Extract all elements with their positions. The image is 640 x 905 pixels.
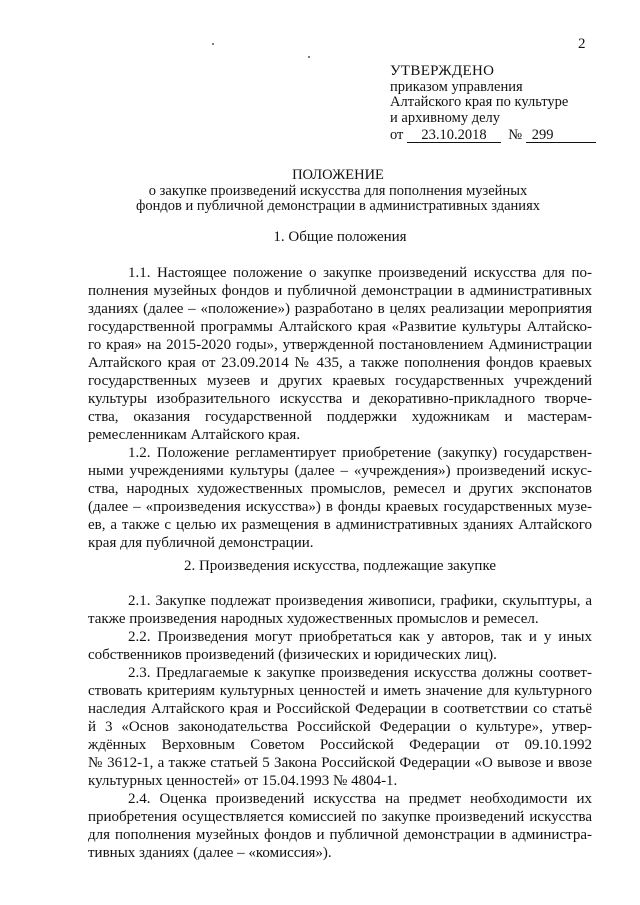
document-subtitle-line-1: о закупке произведений искусства для пополнения музейных bbox=[148, 182, 528, 199]
approval-line-1: приказом управления bbox=[390, 78, 523, 95]
text-line: ев, а также с целью их размещения в административных зданиях Алтайского bbox=[88, 517, 592, 533]
order-number: 299 bbox=[526, 128, 596, 143]
text-line: № 3612-1, а также статьей 5 Закона Российской Федерации «О вывозе и ввозе bbox=[88, 755, 592, 771]
text-line: края для публичной демонстрации. bbox=[88, 535, 314, 551]
text-line: 1.2. Положение регламентирует приобретение (закупку) государствен- bbox=[128, 445, 592, 461]
text-line: также произведения народных художественных промыслов и ремесел. bbox=[88, 611, 539, 627]
from-label: от bbox=[390, 127, 404, 143]
scan-speck bbox=[308, 56, 310, 58]
approval-stamp-block bbox=[390, 64, 596, 144]
text-line: полнения музейных фондов и публичной демонстрации в административных bbox=[88, 283, 592, 299]
document-title-block bbox=[118, 168, 558, 215]
text-line: ствовать критериям культурных ценностей и иметь значение для культурного bbox=[88, 683, 592, 699]
scan-speck bbox=[212, 43, 214, 45]
text-line: ства, народных художественных промыслов, ремесел и других экспонатов bbox=[88, 481, 592, 497]
page-number: 2 bbox=[578, 36, 586, 52]
text-line: 2.2. Произведения могут приобретаться как у авторов, так и у иных bbox=[128, 629, 592, 645]
text-line: тивных зданиях (далее – «комиссия»). bbox=[88, 845, 332, 861]
paragraph-2-3 bbox=[88, 664, 592, 790]
text-line: государственной программы Алтайского края «Развитие культуры Алтайско- bbox=[88, 319, 592, 335]
text-line: зданиях (далее – «положение») разработано в целях реализации мероприятия bbox=[88, 301, 592, 317]
text-line: 2.4. Оценка произведений искусства на предмет необходимости их bbox=[128, 791, 592, 807]
text-line: наследия Алтайского края и Российской Федерации в соответствии со статьё bbox=[88, 701, 592, 717]
section-1-body bbox=[88, 264, 592, 552]
text-line: (далее – «произведения искусства») в фонды краевых государственных музе- bbox=[88, 499, 592, 515]
number-label: № bbox=[508, 127, 523, 143]
text-line: ства, оказания государственной поддержки художникам и мастерам- bbox=[88, 409, 592, 425]
text-line: собственников произведений (физических и юридических лиц). bbox=[88, 647, 497, 663]
approval-heading: УТВЕРЖДЕНО bbox=[390, 63, 495, 79]
paragraph-1-1 bbox=[88, 264, 592, 444]
text-line: го края» на 2015-2020 годы», утвержденной постановлением Администрации bbox=[88, 337, 592, 353]
section-2-heading: 2. Произведения искусства, подлежащие закупке bbox=[183, 558, 497, 574]
text-line: й 3 «Основ законодательства Российской Федерации о культуре», утвер- bbox=[88, 719, 592, 735]
text-line: ными учреждениями культуры (далее – «учреждения») произведений искус- bbox=[88, 463, 592, 479]
order-date-number-line bbox=[390, 128, 596, 144]
paragraph-2-1 bbox=[88, 592, 592, 628]
approval-line-3: и архивному делу bbox=[390, 109, 501, 126]
section-1-heading: 1. Общие положения bbox=[273, 229, 407, 245]
text-line: ремесленникам Алтайского края. bbox=[88, 427, 301, 443]
paragraph-2-2 bbox=[88, 628, 592, 664]
text-line: ждённых Верховным Советом Российской Федерации от 09.10.1992 bbox=[88, 737, 592, 753]
text-line: Алтайского края от 23.09.2014 № 435, а также пополнения фондов краевых bbox=[88, 355, 592, 371]
paragraph-1-2 bbox=[88, 444, 592, 552]
section-2-body bbox=[88, 592, 592, 862]
approval-line-2: Алтайского края по культуре bbox=[390, 94, 569, 110]
text-line: 2.3. Предлагаемые к закупке произведения искусства должны соответ- bbox=[128, 665, 592, 681]
text-line: культуры изобразительного искусства и декоративно-прикладного творче- bbox=[88, 391, 592, 407]
document-subtitle-line-2: фондов и публичной демонстрации в административных зданиях bbox=[136, 198, 540, 214]
text-line: 2.1. Закупке подлежат произведения живописи, графики, скульптуры, а bbox=[128, 593, 592, 609]
text-line: для пополнения музейных фондов и публичной демонстрации в администра- bbox=[88, 827, 592, 843]
text-line: культурных ценностей» от 15.04.1993 № 4804-1. bbox=[88, 773, 398, 789]
document-title: ПОЛОЖЕНИЕ bbox=[292, 167, 384, 183]
text-line: 1.1. Настоящее положение о закупке произведений искусства для по- bbox=[128, 265, 592, 281]
text-line: приобретения осуществляется комиссией по закупке произведений искусства bbox=[88, 809, 592, 825]
text-line: государственных музеев и других краевых государственных учреждений bbox=[88, 373, 592, 389]
order-date: 23.10.2018 bbox=[407, 128, 501, 143]
paragraph-2-4 bbox=[88, 790, 592, 862]
